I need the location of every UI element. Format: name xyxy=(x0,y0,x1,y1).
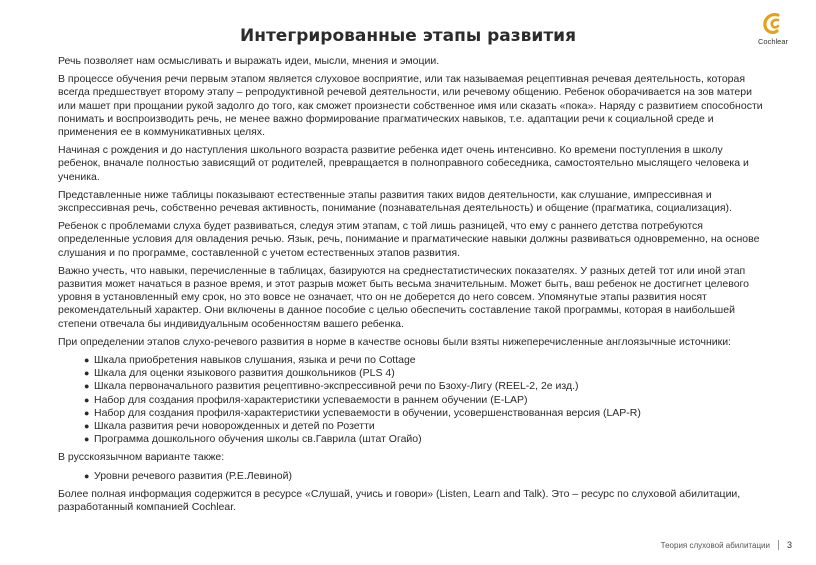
footer-section: Теория слуховой абилитации xyxy=(660,540,770,550)
paragraph: Важно учесть, что навыки, перечисленные в таблицах, базируются на среднестатистических показателях. У разных детей тот или иной этап развития может начаться в разное время, и этот разрыв может быть весьма значительным. Может быть, ваш ребенок не достигнет целевого уровня в установленный ему срок, но это вовсе не означает, что он не доберется до него совсем. Упомянутые этапы развития носят рекомендательный характер. Они включены в данное пособие с целью обеспечить составление такой программы, которая в наибольшей степени отвечала бы индивидуальным особенностям вашего ребенка. xyxy=(58,264,749,330)
paragraph: В русскоязычном варианте также: xyxy=(58,451,225,464)
list-item: ● Уровни речевого развития (Р.Е.Левиной) xyxy=(84,470,766,483)
russian-sources-list xyxy=(58,470,766,483)
paragraph: Более полная информация содержится в ресурсе «Слушай, учись и говори» (Listen, Learn and Talk). Это – ресурс по слуховой абилитации, разработанный компанией Cochlear. xyxy=(58,487,741,514)
footer-divider xyxy=(778,540,779,550)
list-item: ● Программа дошкольного обучения школы св.Гаврила (штат Огайо) xyxy=(84,433,766,446)
logo-text: Cochlear xyxy=(757,37,788,46)
paragraph: Начиная с рождения и до наступления школьного возраста развитие ребенка идет очень интенсивно. Ко времени поступления в школу ребенок, вначале полностью зависящий от родителей, превращается в полноправного собеседника, самостоятельно мыслящего человека и ученика. xyxy=(58,144,749,183)
paragraph: Речь позволяет нам осмысливать и выражать идеи, мысли, мнения и эмоции. xyxy=(58,55,440,67)
paragraph: При определении этапов слухо-речевого развития в норме в качестве основы были взяты нижеперечисленные англоязычные источники: xyxy=(58,335,731,348)
list-item: ● Шкала для оценки языкового развития дошкольников (PLS 4) xyxy=(84,367,766,380)
paragraph: В процессе обучения речи первым этапом является слуховое восприятие, или так называемая рецептивная речевая деятельность, которая всегда предшествует второму этапу – репродуктивной речевой деятельности, или речевому общению. Ребенок оборачивается на зов матери или машет при прощании рукой задолго до того, как сможет произнести собственное имя или сказать «пока». Наряду с развитием способности понимать и воспроизводить речь, не менее важно формирование прагматических навыков, т.е. адаптации речи к социальной среде и применения ее в коммуникативных целях. xyxy=(58,73,763,139)
page-number: 3 xyxy=(786,540,792,550)
paragraph: Ребенок с проблемами слуха будет развиваться, следуя этим этапам, с той лишь разницей, что ему с раннего детства потребуются определенные условия для овладения речью. Язык, речь, понимание и прагматические навыки должны развиваться одновременно, на основе слушания и по программе, составленной с учетом естественных этапов развития. xyxy=(58,220,760,259)
cochlear-logo xyxy=(752,12,794,48)
list-item: ● Шкала приобретения навыков слушания, языка и речи по Cottage xyxy=(84,354,766,367)
list-item: ● Шкала развития речи новорожденных и детей по Розетти xyxy=(84,420,766,433)
paragraph: Представленные ниже таблицы показывают естественные этапы развития таких видов деятельности, как слушание, импрессивная и экспрессивная речь, собственно речевая активность, понимание (познавательная деятельность) и общение (прагматика, социализация). xyxy=(58,188,732,215)
cochlear-logo-icon xyxy=(762,12,784,36)
page-title: Интегрированные этапы развития xyxy=(239,26,576,46)
footer xyxy=(661,540,792,550)
list-item: ● Набор для создания профиля-характеристики успеваемости в обучении, усовершенствованная версия (LAP-R) xyxy=(84,407,766,420)
main-content xyxy=(58,55,766,519)
list-item: ● Шкала первоначального развития рецептивно-экспрессивной речи по Бзоху-Лигу (REEL-2, 2е изд.) xyxy=(84,380,766,393)
sources-list xyxy=(58,354,766,446)
list-item: ● Набор для создания профиля-характеристики успеваемости в раннем обучении (E-LAP) xyxy=(84,394,766,407)
